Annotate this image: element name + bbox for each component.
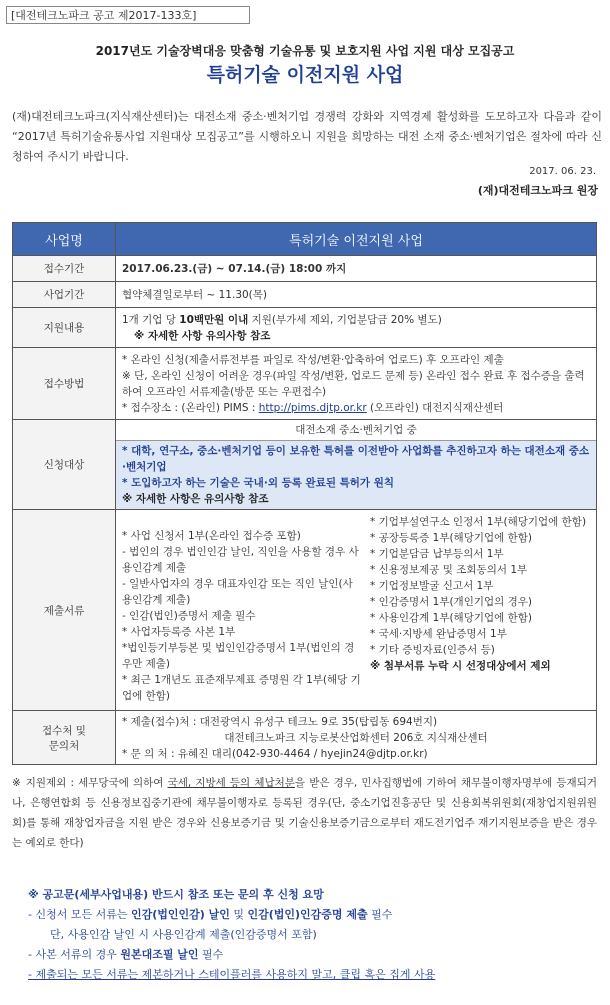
support-note: ※ 자세한 사항 유의사항 참조	[134, 329, 271, 342]
docs-value	[116, 510, 597, 711]
notice-date: 2017. 06. 23.	[529, 166, 596, 177]
table-row-period	[13, 256, 597, 282]
header-label: 사업명	[13, 223, 116, 256]
exclusion-footnote	[12, 773, 597, 853]
bottom-line-1-b2: 인감(법인)인감증명 제출	[247, 908, 368, 921]
bottom-line-1-post: 필수	[367, 908, 393, 921]
footnote-post: 을 받은 경우, 민사집행법에 기하여 채무불이행자명부에 등재되거나, 은행연합회 등 신용정보집중기관에 채무불이행자로 등록된 경우(단, 중소기업진흥공단 및 신용회복위원회(재창업지원위원회)를 통해 재창업자금을 지원 받은 경우와 신용보증기금 및 기술신용보증기금으로부터 재도전기업주 재기지원보증을 받은 경우는 예외로 한다)	[12, 777, 597, 849]
table-row-target	[13, 420, 597, 510]
contact-line-1: * 제출(접수)처 : 대전광역시 유성구 테크노 9로 35(탑립동 694번지)	[122, 715, 438, 728]
docs-left-item: *법인등기부등본 및 법인인감증명서 1부(법인의 경우만 제출)	[122, 642, 355, 670]
program-table	[12, 222, 597, 765]
method-place-pre: * 접수장소 : (온라인) PIMS :	[122, 401, 259, 414]
table-row-contact	[13, 711, 597, 765]
biz-period-label: 사업기간	[13, 282, 116, 308]
docs-right-item: * 사용인감계 1부(해당기업에 한함)	[370, 612, 532, 624]
bottom-line-4: - 제출되는 모든 서류는 제본하거나 스테이플러를 사용하지 말고, 클립 혹은 집게 사용	[28, 968, 436, 981]
bottom-line-3	[28, 945, 588, 965]
bottom-line-3-post: 필수	[198, 948, 224, 961]
support-amount: 10백만원 이내	[179, 313, 249, 326]
bottom-line-2: 단, 사용인감 날인 시 사용인감계 제출(인감증명서 포함)	[50, 928, 317, 941]
target-line-3: * 도입하고자 하는 기술은 국내·외 등록 완료된 특허가 원칙	[122, 477, 395, 489]
page-title: 특허기술 이전지원 사업	[206, 64, 404, 86]
support-value	[116, 308, 597, 348]
period-label: 접수기간	[13, 256, 116, 282]
docs-right-item: * 기업분담금 납부등의서 1부	[370, 548, 504, 560]
contact-label-line-2: 문의처	[48, 739, 80, 752]
docs-right-item: * 인감증명서 1부(개인기업의 경우)	[370, 596, 532, 608]
target-line-1: 대전소재 중소·벤처기업 중	[116, 420, 596, 441]
target-line-2: * 대학, 연구소, 중소·벤처기업 등이 보유한 특허를 이전받아 사업화를 추진하고자 하는 대전소재 중소·벤처기업	[122, 445, 590, 473]
docs-left-item: - 인감(법인)증명서 제출 필수	[122, 610, 256, 622]
docs-right-col	[370, 514, 590, 704]
target-box	[116, 441, 596, 509]
table-row-docs	[13, 510, 597, 711]
bottom-notes	[28, 885, 588, 985]
table-row-method	[13, 348, 597, 420]
method-place-post: (오프라인) 대전지식재산센터	[366, 401, 504, 414]
support-text-post: 지원(부가세 제외, 기업분담금 20% 별도)	[248, 313, 442, 326]
period-value: 2017.06.23.(금) ~ 07.14.(금) 18:00 까지	[116, 256, 597, 282]
contact-value	[116, 711, 597, 765]
target-label: 신청대상	[13, 420, 116, 510]
bottom-line-1-b1: 인감(법인인감) 날인	[130, 908, 230, 921]
method-line-2: ※ 단, 온라인 신청이 어려운 경우(파일 작성/변환, 업로드 문제 등) 온라인 접수 완료 후 접수증을 출력하여 오프라인 서류제출(방문 또는 우편접수)	[122, 369, 585, 398]
bottom-head: ※ 공고문(세부사업내용) 반드시 참조 또는 문의 후 신청 요망	[28, 888, 324, 901]
bottom-line-1-pre: - 신청서 모든 서류는	[28, 908, 131, 921]
bottom-line-3-pre: - 사본 서류의 경우	[28, 948, 121, 961]
bottom-line-1	[28, 905, 588, 925]
docs-left-item: * 사업자등록증 사본 1부	[122, 626, 236, 638]
header-value: 특허기술 이전지원 사업	[116, 223, 597, 256]
docs-left-item: - 일반사업자의 경우 대표자인감 또는 직인 날인(사용인감계 제출)	[122, 578, 353, 606]
docs-right-item: * 기업정보발굴 신고서 1부	[370, 580, 494, 592]
target-line-4: ※ 자세한 사항은 유의사항 참조	[122, 493, 269, 505]
docs-label: 제출서류	[13, 510, 116, 711]
bottom-line-3-b: 원본대조필 날인	[120, 948, 199, 961]
footnote-pre: ※ 지원제외 : 세무당국에 의하여	[12, 777, 168, 789]
target-value	[116, 420, 597, 510]
table-header-row	[13, 223, 597, 256]
bottom-line-1-mid: 및	[229, 908, 248, 921]
docs-left-col	[122, 514, 370, 704]
table-row-support	[13, 308, 597, 348]
docs-left-item: * 최근 1개년도 표준재무제표 증명원 각 1부(해당 기업에 한함)	[122, 674, 361, 702]
docs-left-item: * 사업 신청서 1부(온라인 접수증 포함)	[122, 530, 301, 542]
support-label: 지원내용	[13, 308, 116, 348]
table-row-biz-period	[13, 282, 597, 308]
contact-label	[13, 711, 116, 765]
contact-line-2: 대전테크노파크 지능로봇산업화센터 206호 지식재산센터	[224, 731, 488, 744]
method-value	[116, 348, 597, 420]
docs-right-item: * 신용정보제공 및 조회동의서 1부	[370, 564, 528, 576]
docs-columns	[122, 514, 590, 704]
docs-right-note: ※ 첨부서류 누락 시 선정대상에서 제외	[370, 660, 551, 672]
docs-right-item: * 공장등록증 1부(해당기업에 한함)	[370, 532, 532, 544]
biz-period-value: 협약체결일로부터 ~ 11.30(목)	[116, 282, 597, 308]
method-label: 접수방법	[13, 348, 116, 420]
docs-right-item: * 국세·지방세 완납증명서 1부	[370, 628, 507, 640]
pims-link[interactable]: http://pims.djtp.or.kr	[258, 401, 367, 414]
intro-paragraph: (재)대전테크노파크(지식재산센터)는 대전소재 중소·벤처기업 경쟁력 강화와 지역경제 활성화를 도모하고자 다음과 같이 “2017년 특허기술유통사업 지원대상 모집공고”를 시행하오니 지원을 희망하는 대전 소재 중소·벤처기업은 절차에 따라 신청하여 주시기 바랍니다.	[12, 110, 602, 163]
notice-subtitle: 2017년도 기술장벽대응 맞춤형 기술유통 및 보호지원 사업 지원 대상 모집공고	[95, 44, 515, 58]
support-text-pre: 1개 기업 당	[122, 313, 180, 326]
method-line-3	[122, 400, 590, 416]
notice-number: [대전테크노파크 공고 제2017-133호]	[6, 6, 250, 24]
method-line-1: * 온라인 신청(제출서류전부를 파일로 작성/변환·압축하여 업로드) 후 오프라인 제출	[122, 353, 504, 366]
docs-left-item: - 법인의 경우 법인인감 날인, 직인을 사용할 경우 사용인감계 제출	[122, 546, 359, 574]
contact-line-3: * 문 의 처 : 유혜진 대리(042-930-4464 / hyejin24@djtp.or.kr)	[122, 747, 428, 760]
footnote-underlined: 국세, 지방세 등의 체납처분	[167, 777, 295, 789]
issuer: (재)대전테크노파크 원장	[477, 184, 598, 197]
contact-label-line-1: 접수처 및	[42, 724, 86, 737]
docs-right-item: * 기업부설연구소 인정서 1부(해당기업에 한함)	[370, 516, 587, 528]
docs-right-item: * 기타 증빙자료(인증서 등)	[370, 644, 495, 656]
